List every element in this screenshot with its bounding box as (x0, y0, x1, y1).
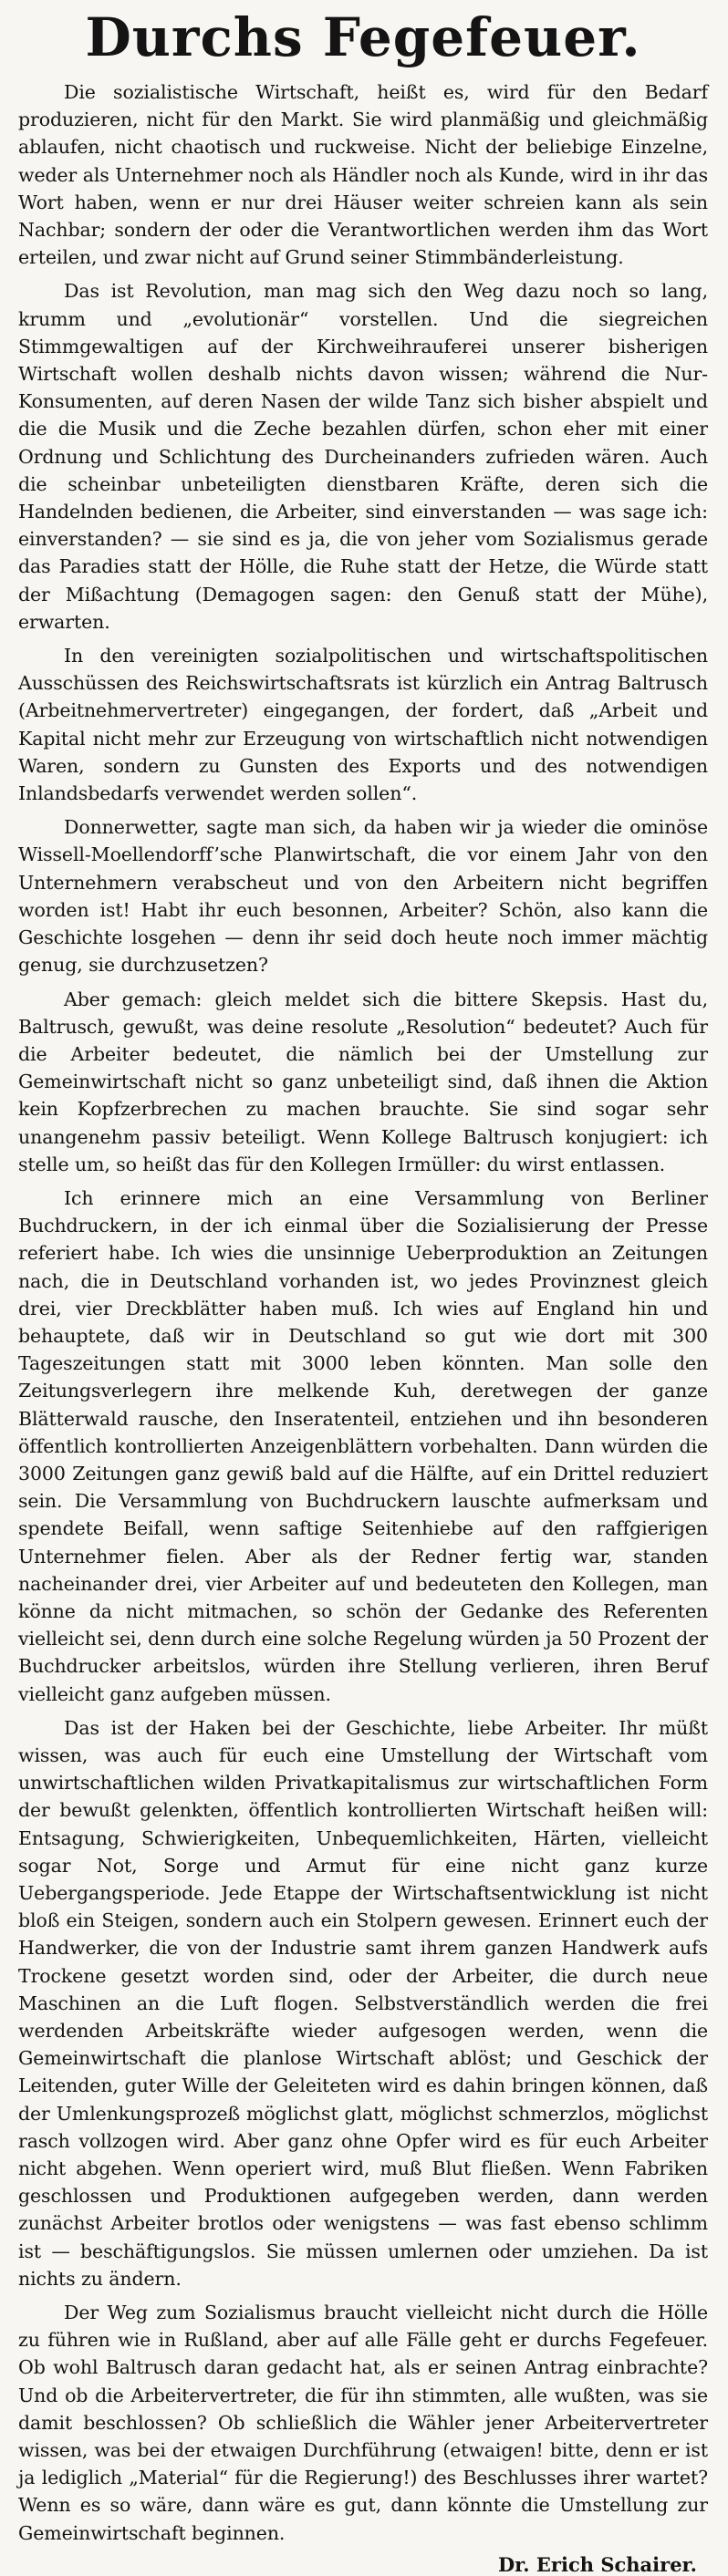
paragraph-8: Der Weg zum Sozialismus braucht vielleicht nicht durch die Hölle zu führen wie in Rußland, aber auf alle Fälle geht er durchs Fegefeuer. Ob wohl Baltrusch daran gedacht hat, als er seinen Antrag einbrachte? Und ob die Arbeitervertreter, die für ihn stimmten, alle wußten, was sie damit beschlossen? Ob schließlich die Wähler jener Arbeitervertreter wissen, was bei der etwaigen Durchführung (etwaigen! bitte, denn er ist ja lediglich „Material“ für die Regierung!) des Beschlusses ihrer wartet? Wenn es so wäre, dann wäre es gut, dann könnte die Umstellung zur Gemeinwirtschaft beginnen. (18, 2302, 708, 2544)
article-body (18, 78, 708, 2547)
paragraph-6: Ich erinnere mich an eine Versammlung von Berliner Buchdruckern, in der ich einmal über die Sozialisierung der Presse referiert habe. Ich wies die unsinnige Ueberproduktion an Zeitungen nach, die in Deutschland vorhanden ist, wo jedes Provinznest gleich drei, vier Dreckblätter haben muß. Ich wies auf England hin und behauptete, daß wir in Deutschland so gut wie dort mit 300 Tageszeitungen statt mit 3000 leben könnten. Man solle den Zeitungsverlegern ihre melkende Kuh, deretwegen der ganze Blätterwald rausche, den Inseratenteil, entziehen und ihn besonderen öffentlich kontrollierten Anzeigenblättern vorbehalten. Dann würden die 3000 Zeitungen ganz gewiß bald auf die Hälfte, auf ein Drittel reduziert sein. Die Versammlung von Buchdruckern lauschte aufmerksam und spendete Beifall, wenn saftige Seitenhiebe auf den raffgierigen Unternehmer fielen. Aber als der Redner fertig war, standen nacheinander drei, vier Arbeiter auf und bedeuteten den Kollegen, man könne da nicht mitmachen, so schön der Gedanke des Referenten vielleicht sei, denn durch eine solche Regelung würden ja 50 Prozent der Buchdrucker arbeitslos, würden ihre Stellung verlieren, ihren Beruf vielleicht ganz aufgeben müssen. (18, 1186, 708, 1705)
paragraph-5: Aber gemach: gleich meldet sich die bittere Skepsis. Hast du, Baltrusch, gewußt, was deine resolute „Resolution“ bedeutet? Auch für die Arbeiter bedeutet, die nämlich bei der Umstellung zur Gemeinwirtschaft nicht so ganz unbeteiligt sind, daß ihnen die Aktion kein Kopfzerbrechen zu machen brauchte. Sie sind sogar sehr unangenehm passiv beteiligt. Wenn Kollege Baltrusch konjugiert: ich stelle um, so heißt das für den Kollegen Irmüller: du wirst entlassen. (18, 988, 708, 1175)
paragraph-7: Das ist der Haken bei der Geschichte, liebe Arbeiter. Ihr müßt wissen, was auch für euch eine Umstellung der Wirtschaft vom unwirtschaftlichen wilden Privatkapitalismus zur wirtschaftlichen Form der bewußt gelenkten, öffentlich kontrollierten Wirtschaft heißen will: Entsagung, Schwierigkeiten, Unbequemlichkeiten, Härten, vielleicht sogar Not, Sorge und Armut für eine nicht ganz kurze Uebergangsperiode. Jede Etappe der Wirtschaftsentwicklung ist nicht bloß ein Steigen, sondern auch ein Stolpern gewesen. Erinnert euch der Handwerker, die von der Industrie samt ihrem ganzen Handwerk aufs Trockene gesetzt worden sind, oder der Arbeiter, die durch neue Maschinen an die Luft flogen. Selbstverständlich werden die frei werdenden Arbeitskräfte wieder aufgesogen werden, wenn die Gemeinwirtschaft die planlose Wirtschaft ablöst; und Geschick der Leitenden, guter Wille der Geleiteten wird es dahin bringen können, daß der Umlenkungsprozeß möglichst glatt, möglichst schmerzlos, möglichst rasch vollzogen wird. Aber ganz ohne Opfer wird es für euch Arbeiter nicht abgehen. Wenn operiert wird, muß Blut fließen. Wenn Fabriken geschlossen und Produktionen aufgegeben werden, dann werden zunächst Arbeiter brotlos oder wenigstens — was fast ebenso schlimm ist — beschäftigungslos. Sie müssen umlernen oder umziehen. Da ist nichts zu ändern. (18, 1716, 708, 2290)
paragraph-4: Donnerwetter, sagte man sich, da haben wir ja wieder die ominöse Wissell-Moellendorff’sche Planwirtschaft, die vor einem Jahr von den Unternehmern verabscheut und von den Arbeitern nicht begriffen worden ist! Habt ihr euch besonnen, Arbeiter? Schön, also kann die Geschichte losgehen — denn ihr seid doch heute noch immer mächtig genug, sie durchzusetzen? (18, 816, 708, 977)
paragraph-1: Die sozialistische Wirtschaft, heißt es, wird für den Bedarf produzieren, nicht für den Markt. Sie wird planmäßig und gleichmäßig ablaufen, nicht chaotisch und ruckweise. Nicht der beliebige Einzelne, weder als Unternehmer noch als Händler noch als Kunde, wird in ihr das Wort haben, wenn er nur drei Häuser weiter schreien kann als sein Nachbar; sondern der oder die Verantwortlichen werden ihm das Wort erteilen, und zwar nicht auf Grund seiner Stimmbänderleistung. (18, 81, 708, 269)
article-headline: Durchs Fegefeuer. (85, 6, 641, 68)
paragraph-3: In den vereinigten sozialpolitischen und wirtschaftspolitischen Ausschüssen des Reichswirtschaftsrats ist kürzlich ein Antrag Baltrusch (Arbeitnehmervertreter) eingegangen, der fordert, daß „Arbeit und Kapital nicht mehr zur Erzeugung von wirtschaftlich nicht notwendigen Waren, sondern zu Gunsten des Exports und des notwendigen Inlandsbedarfs verwendet werden sollen“. (18, 645, 708, 805)
author-byline: Dr. Erich Schairer. (497, 2552, 697, 2576)
paragraph-2: Das ist Revolution, man mag sich den Weg dazu noch so lang, krumm und „evolutionär“ vorstellen. Und die siegreichen Stimmgewaltigen auf der Kirchweihrauferei unserer bisherigen Wirtschaft wollen deshalb nichts davon wissen; während die Nur-Konsumenten, auf deren Nasen der wilde Tanz sich bisher abspielt und die die Musik und die Zeche bezahlen dürfen, schon eher mit einer Ordnung und Schlichtung des Durcheinanders zufrieden wären. Auch die scheinbar unbeteiligten dienstbaren Kräfte, deren sich die Handelnden bedienen, die Arbeiter, sind einverstanden — was sage ich: einverstanden? — sie sind es ja, die von jeher vom Sozialismus gerade das Paradies statt der Hölle, die Ruhe statt der Hetze, die Würde statt der Mißachtung (Demagogen sagen: den Genuß statt der Mühe), erwarten. (18, 280, 708, 633)
